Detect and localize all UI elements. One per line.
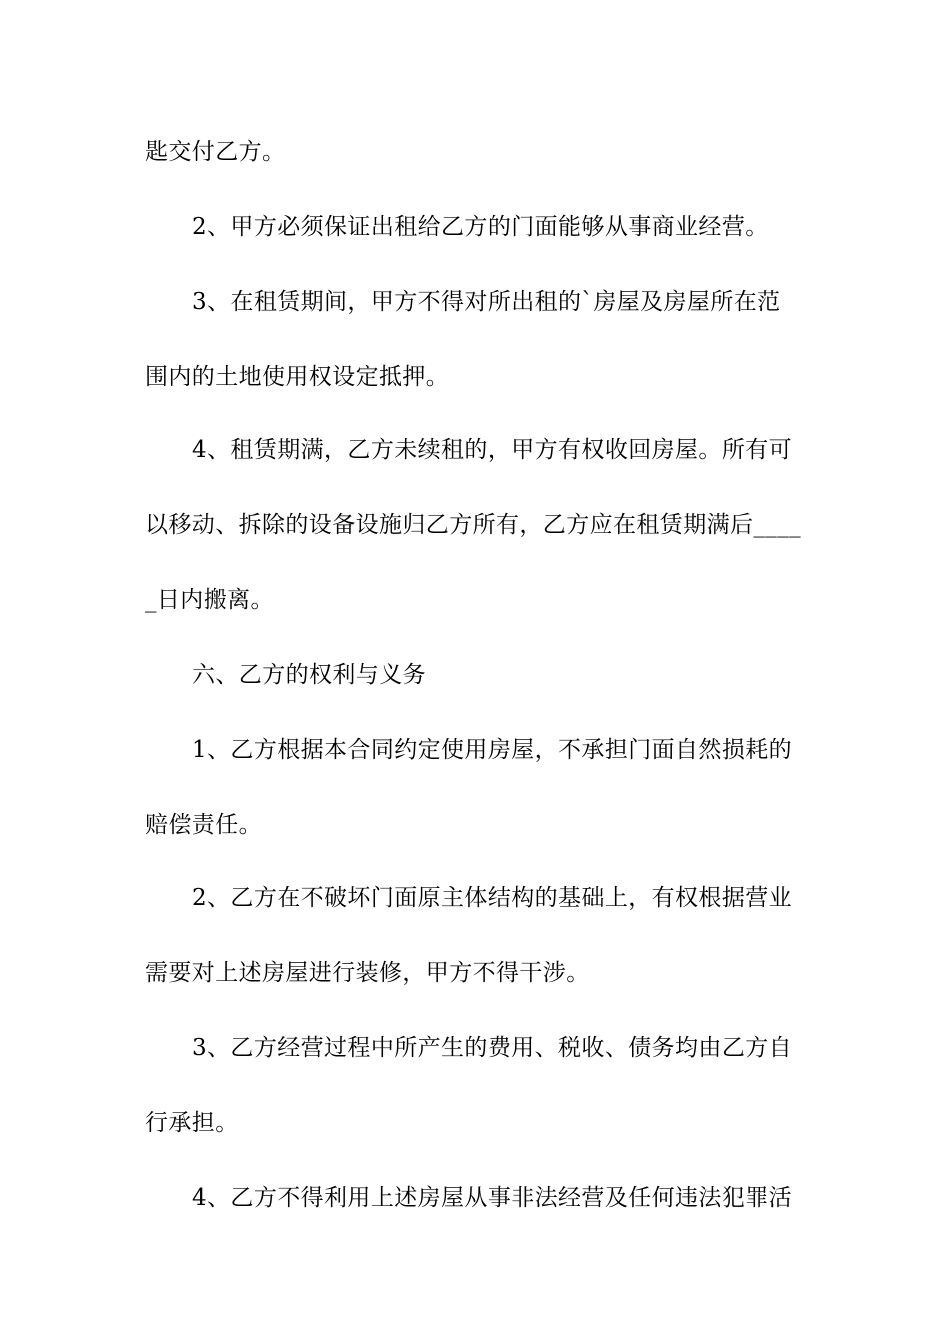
text-line: 2、甲方必须保证出租给乙方的门面能够从事商业经营。 bbox=[192, 214, 769, 240]
text-line: 围内的土地使用权设定抵押。 bbox=[145, 364, 450, 390]
text-line: 以移动、拆除的设备设施归乙方所有，乙方应在租赁期满后____ bbox=[145, 512, 801, 538]
section-heading: 六、乙方的权利与义务 bbox=[192, 662, 426, 688]
text-line: 赔偿责任。 bbox=[145, 812, 262, 838]
text-line: 行承担。 bbox=[145, 1110, 239, 1136]
text-line: 3、在租赁期间，甲方不得对所出租的`房屋及房屋所在范 bbox=[192, 289, 781, 315]
text-line: 4、租赁期满，乙方未续租的，甲方有权收回房屋。所有可 bbox=[192, 437, 793, 463]
text-line: 3、乙方经营过程中所产生的费用、税收、债务均由乙方自 bbox=[192, 1035, 793, 1061]
text-line: 1、乙方根据本合同约定使用房屋，不承担门面自然损耗的 bbox=[192, 737, 793, 763]
text-line: _日内搬离。 bbox=[145, 587, 274, 613]
text-line: 需要对上述房屋进行装修，甲方不得干涉。 bbox=[145, 960, 590, 986]
text-line: 2、乙方在不破坏门面原主体结构的基础上，有权根据营业 bbox=[192, 885, 793, 911]
text-line: 4、乙方不得利用上述房屋从事非法经营及任何违法犯罪活 bbox=[192, 1185, 793, 1211]
text-line: 匙交付乙方。 bbox=[145, 139, 286, 165]
